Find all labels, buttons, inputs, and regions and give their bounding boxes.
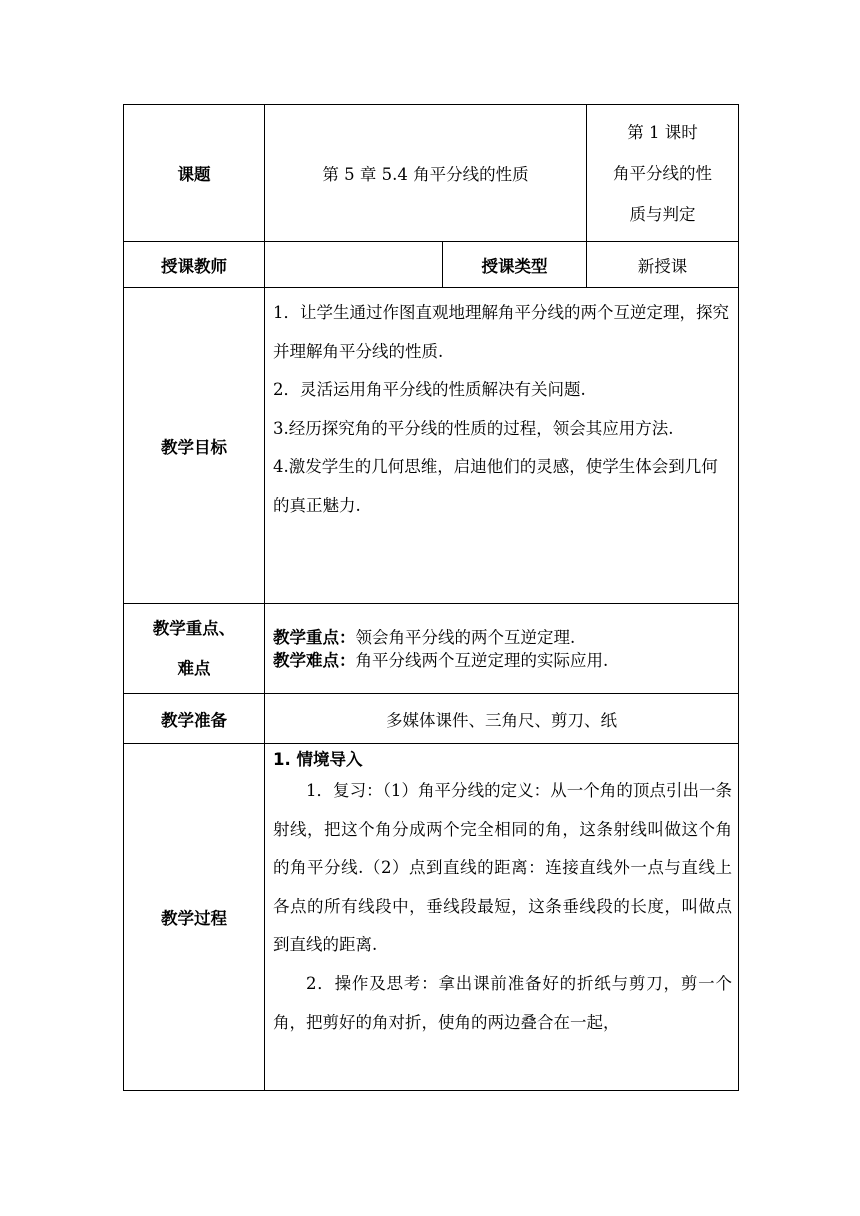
topic-label: 课题	[124, 105, 265, 242]
goal-item: 4.激发学生的几何思维，启迪他们的灵感，使学生体会到几何的真正魅力.	[273, 457, 718, 515]
teacher-value	[265, 242, 443, 288]
lesson-line-3: 质与判定	[629, 204, 696, 224]
row-teacher	[124, 242, 739, 288]
topic-value: 第 5 章 5.4 角平分线的性质	[265, 105, 587, 242]
goals-content	[265, 288, 739, 604]
goal-item: 2．灵活运用角平分线的性质解决有关问题.	[273, 380, 586, 399]
row-keypoints	[124, 604, 739, 694]
keypoints-label	[124, 604, 265, 694]
row-goals	[124, 288, 739, 604]
process-label: 教学过程	[124, 744, 265, 1091]
difficulty-line	[273, 649, 732, 672]
keypoints-label-line-2: 难点	[177, 658, 211, 678]
goal-item: 3.经历探究角的平分线的性质的过程，领会其应用方法.	[273, 418, 674, 438]
lesson-type-label: 授课类型	[443, 242, 587, 288]
row-process	[124, 744, 739, 1091]
goals-label: 教学目标	[124, 288, 265, 604]
lesson-plan-table	[123, 104, 739, 1091]
difficulty-text: 角平分线两个互逆定理的实际应用.	[355, 650, 609, 670]
lesson-number-cell	[587, 105, 739, 242]
lesson-type-value: 新授课	[587, 242, 739, 288]
process-content	[265, 744, 739, 1091]
lesson-line-2: 角平分线的性	[613, 163, 712, 183]
process-paragraph: 2．操作及思考：拿出课前准备好的折纸与剪刀，剪一个角，把剪好的角对折，使角的两边叠合在一起，	[273, 973, 732, 1032]
prep-value: 多媒体课件、三角尺、剪刀、纸	[265, 694, 739, 744]
focus-label: 教学重点：	[273, 627, 356, 647]
difficulty-label: 教学难点：	[273, 650, 356, 670]
focus-line	[273, 626, 732, 649]
row-prep	[124, 694, 739, 744]
process-heading: 1. 情境导入	[273, 750, 363, 769]
keypoints-label-line-1: 教学重点、	[152, 618, 236, 638]
focus-text: 领会角平分线的两个互逆定理.	[355, 627, 576, 647]
keypoints-content	[265, 604, 739, 694]
process-inner	[273, 748, 732, 1086]
row-topic	[124, 105, 739, 242]
teacher-label: 授课教师	[124, 242, 265, 288]
process-paragraph: 1．复习：（1）角平分线的定义：从一个角的顶点引出一条射线，把这个角分成两个完全相同的角，这条射线叫做这个角的角平分线.（2）点到直线的距离：连接直线外一点与直线上各点的所有线段中，垂线段最短，这条垂线段的长度，叫做点到直线的距离.	[273, 781, 732, 955]
prep-label: 教学准备	[124, 694, 265, 744]
lesson-line-1: 第 1 课时	[627, 122, 698, 142]
goal-item: 1．让学生通过作图直观地理解角平分线的两个互逆定理，探究并理解角平分线的性质.	[273, 303, 729, 361]
